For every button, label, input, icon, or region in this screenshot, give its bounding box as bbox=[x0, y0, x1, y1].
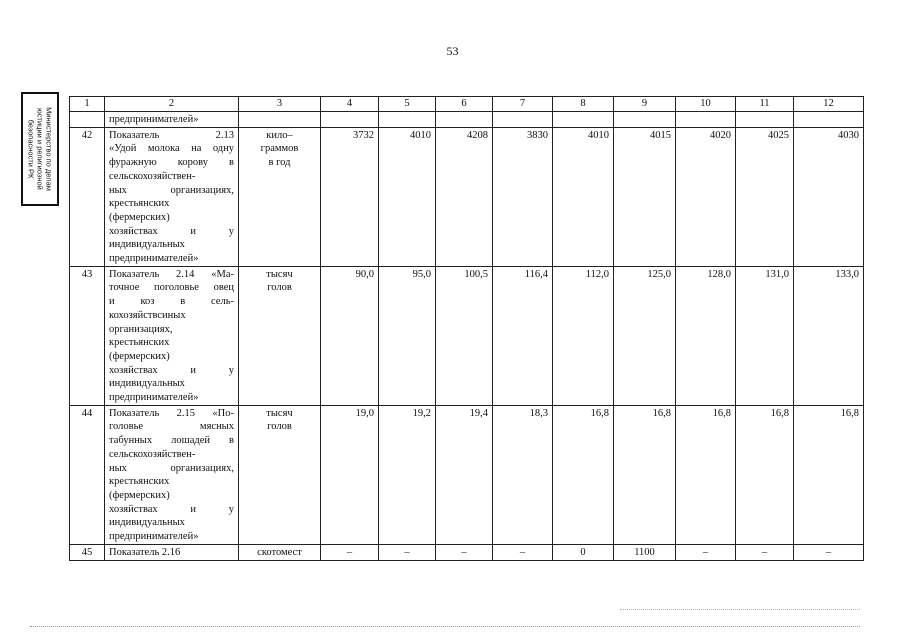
indicator-name-line: крестьянских bbox=[109, 476, 170, 488]
indicator-name-line: сельскохозяйствен- bbox=[109, 448, 196, 460]
value-cell: 0 bbox=[553, 544, 614, 560]
value-cell: 125,0 bbox=[614, 266, 676, 405]
value-cell: 19,0 bbox=[321, 405, 379, 544]
value-cell: – bbox=[493, 544, 553, 560]
indicator-name-line: сельскохозяйствен- bbox=[109, 170, 196, 182]
indicator-name-line: предпринимателей» bbox=[109, 531, 199, 543]
table-row bbox=[70, 544, 864, 560]
indicator-name-line: крестьянских bbox=[109, 337, 170, 349]
row-number: 43 bbox=[70, 266, 105, 405]
column-header: 10 bbox=[676, 97, 736, 112]
indicator-name-line: точное поголовье овец bbox=[109, 282, 234, 294]
unit-line: тысяч bbox=[266, 268, 293, 280]
indicator-name-line: Показатель 2.14 «Ма- bbox=[109, 268, 234, 280]
value-cell: 131,0 bbox=[736, 266, 794, 405]
value-cell: – bbox=[736, 544, 794, 560]
unit-of-measure bbox=[239, 544, 321, 560]
value-cell: – bbox=[321, 544, 379, 560]
stamp-line-3: безопасности РК bbox=[26, 119, 36, 179]
column-header: 8 bbox=[553, 97, 614, 112]
indicator-name-line: табунных лошадей в bbox=[109, 435, 234, 447]
value-cell: 4025 bbox=[736, 127, 794, 266]
indicator-name bbox=[105, 544, 239, 560]
indicator-name-line: индивидуальных bbox=[109, 239, 185, 251]
value-cell: – bbox=[794, 544, 864, 560]
column-header: 11 bbox=[736, 97, 794, 112]
value-cell: 19,4 bbox=[436, 405, 493, 544]
value-cell: 3830 bbox=[493, 127, 553, 266]
unit-of-measure bbox=[239, 266, 321, 405]
value-cell: 16,8 bbox=[553, 405, 614, 544]
indicators-table bbox=[69, 96, 864, 561]
value-cell: 16,8 bbox=[794, 405, 864, 544]
value-cell: 18,3 bbox=[493, 405, 553, 544]
indicator-name-line: и коз в сель- bbox=[109, 296, 234, 308]
column-header: 7 bbox=[493, 97, 553, 112]
unit-line: голов bbox=[267, 282, 292, 294]
row-number: 45 bbox=[70, 544, 105, 560]
indicator-name-line: головье мясных bbox=[109, 421, 234, 433]
unit-line: тысяч bbox=[266, 407, 293, 419]
indicator-name-line: (фермерских) bbox=[109, 489, 170, 501]
table-row bbox=[70, 405, 864, 544]
indicator-name-line: предпринимателей» bbox=[109, 253, 199, 265]
value-cell: 128,0 bbox=[676, 266, 736, 405]
value-cell: 3732 bbox=[321, 127, 379, 266]
value-cell: – bbox=[436, 544, 493, 560]
continued-text: предпринимателей» bbox=[105, 112, 239, 128]
unit-line: скотомест bbox=[257, 546, 302, 558]
value-cell: 4020 bbox=[676, 127, 736, 266]
value-cell: 4015 bbox=[614, 127, 676, 266]
unit-line: голов bbox=[267, 421, 292, 433]
stamp-line-2: юстиции и религиозной bbox=[35, 108, 45, 190]
column-header: 4 bbox=[321, 97, 379, 112]
scan-artifact bbox=[620, 609, 860, 611]
unit-line: кило– bbox=[266, 129, 293, 141]
indicator-name-line: «Удой молока на одну bbox=[109, 143, 234, 155]
value-cell: 4010 bbox=[553, 127, 614, 266]
table-body bbox=[70, 127, 864, 560]
indicator-name-line: индивидуальных bbox=[109, 517, 185, 529]
stamp-line-1: Министерство по делам bbox=[44, 107, 54, 191]
value-cell: 19,2 bbox=[379, 405, 436, 544]
indicator-name-line: хозяйствах и у bbox=[109, 364, 234, 376]
indicator-name-line: индивидуальных bbox=[109, 378, 185, 390]
value-cell: 1100 bbox=[614, 544, 676, 560]
indicator-name bbox=[105, 405, 239, 544]
unit-line: в год bbox=[268, 157, 291, 169]
row-number: 42 bbox=[70, 127, 105, 266]
indicator-name-line: Показатель 2.16 bbox=[109, 546, 181, 558]
indicator-name-line: предпринимателей» bbox=[109, 392, 199, 404]
indicator-name-line: хозяйствах и у bbox=[109, 503, 234, 515]
value-cell: 95,0 bbox=[379, 266, 436, 405]
indicator-name-line: фуражную корову в bbox=[109, 157, 234, 169]
indicator-name-line: Показатель 2.15 «По- bbox=[109, 407, 234, 419]
indicator-name-line: хозяйствах и у bbox=[109, 225, 234, 237]
column-header: 3 bbox=[239, 97, 321, 112]
column-header: 1 bbox=[70, 97, 105, 112]
column-header: 5 bbox=[379, 97, 436, 112]
column-header: 12 bbox=[794, 97, 864, 112]
indicator-name-line: (фермерских) bbox=[109, 350, 170, 362]
value-cell: 133,0 bbox=[794, 266, 864, 405]
value-cell: 116,4 bbox=[493, 266, 553, 405]
indicator-name-line: Показатель 2.13 bbox=[109, 129, 234, 141]
indicator-name-line: (фермерских) bbox=[109, 211, 170, 223]
unit-line: граммов bbox=[260, 143, 299, 155]
table-row bbox=[70, 127, 864, 266]
ministry-stamp bbox=[21, 92, 59, 206]
value-cell: – bbox=[676, 544, 736, 560]
value-cell: 4030 bbox=[794, 127, 864, 266]
column-header: 2 bbox=[105, 97, 239, 112]
column-header: 9 bbox=[614, 97, 676, 112]
page-number: 53 bbox=[446, 44, 459, 58]
unit-of-measure bbox=[239, 405, 321, 544]
value-cell: 16,8 bbox=[614, 405, 676, 544]
table-row-continued bbox=[70, 112, 864, 128]
table-row bbox=[70, 266, 864, 405]
value-cell: – bbox=[379, 544, 436, 560]
stamp-text bbox=[27, 97, 54, 201]
value-cell: 4010 bbox=[379, 127, 436, 266]
indicator-name-line: кохозяйствсиных bbox=[109, 309, 186, 321]
value-cell: 16,8 bbox=[676, 405, 736, 544]
unit-of-measure bbox=[239, 127, 321, 266]
value-cell: 90,0 bbox=[321, 266, 379, 405]
indicator-name-line: крестьянских bbox=[109, 198, 170, 210]
scan-artifact bbox=[30, 626, 860, 628]
value-cell: 112,0 bbox=[553, 266, 614, 405]
indicator-name-line: организациях, bbox=[109, 323, 173, 335]
row-number: 44 bbox=[70, 405, 105, 544]
indicator-name-line: ных организациях, bbox=[109, 184, 234, 196]
indicator-name-line: ных организациях, bbox=[109, 462, 234, 474]
indicator-name bbox=[105, 266, 239, 405]
indicator-name bbox=[105, 127, 239, 266]
table-header-row bbox=[70, 97, 864, 112]
value-cell: 16,8 bbox=[736, 405, 794, 544]
value-cell: 4208 bbox=[436, 127, 493, 266]
value-cell: 100,5 bbox=[436, 266, 493, 405]
column-header: 6 bbox=[436, 97, 493, 112]
